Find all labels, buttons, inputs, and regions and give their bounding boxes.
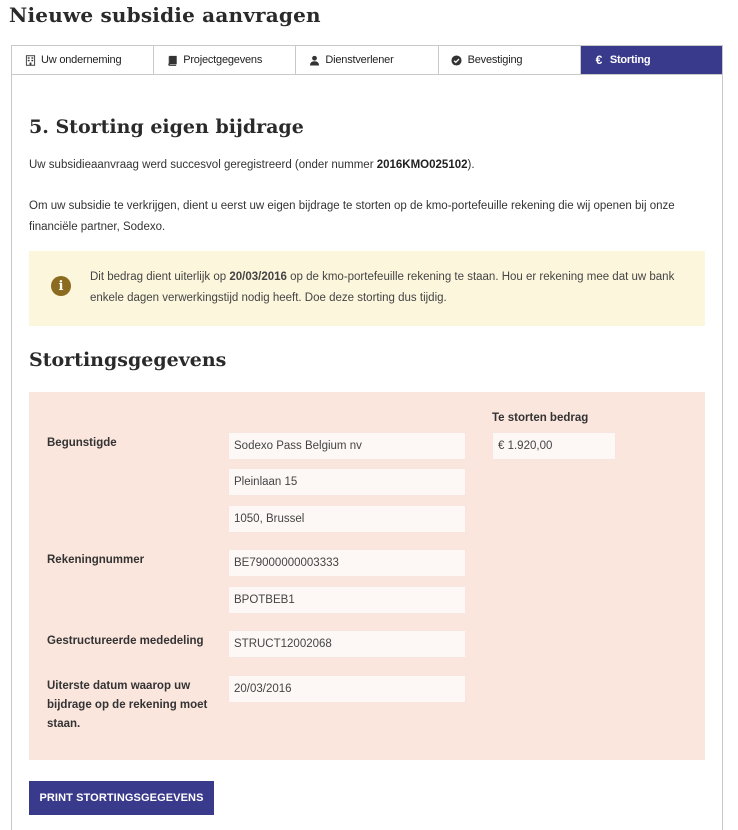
- alert-prefix: Dit bedrag dient uiterlijk op: [90, 271, 230, 283]
- check-circle-icon: [451, 54, 463, 66]
- tab-label: Dienstverlener: [325, 54, 394, 66]
- registration-text: [29, 155, 709, 176]
- reference-field: STRUCT12002068: [228, 630, 466, 658]
- tab-projectgegevens[interactable]: [154, 46, 296, 74]
- beneficiary-name-field: Sodexo Pass Belgium nv: [228, 432, 466, 460]
- print-deposit-button[interactable]: PRINT STORTINGSGEGEVENS: [29, 781, 214, 815]
- book-icon: [166, 54, 178, 66]
- deadline-field: 20/03/2016: [228, 675, 466, 703]
- page-title: Nieuwe subsidie aanvragen: [9, 3, 321, 27]
- tab-bevestiging[interactable]: [439, 46, 581, 74]
- alert-date: 20/03/2016: [229, 271, 287, 283]
- tab-label: Uw onderneming: [41, 54, 122, 66]
- building-icon: [24, 54, 36, 66]
- tab-storting[interactable]: [581, 46, 722, 74]
- registration-prefix: Uw subsidieaanvraag werd succesvol geregistreerd (onder nummer: [29, 159, 377, 171]
- registration-suffix: ).: [467, 159, 475, 171]
- tab-dienstverlener[interactable]: [296, 46, 438, 74]
- amount-field: € 1.920,00: [492, 432, 616, 460]
- wizard-tabs: [11, 45, 723, 75]
- tab-label: Bevestiging: [467, 54, 523, 66]
- section-title: 5. Storting eigen bijdrage: [29, 116, 304, 138]
- registration-number: 2016KMO025102: [376, 159, 468, 171]
- beneficiary-street-field: Pleinlaan 15: [228, 468, 466, 496]
- euro-icon: €: [595, 53, 603, 67]
- deadline-label: Uiterste datum waarop uw bijdrage op de rekening moet staan.: [47, 680, 208, 730]
- account-label: Rekeningnummer: [47, 554, 145, 566]
- alert-suffix: op de kmo-portefeuille rekening te staan. Hou er rekening mee dat uw bank enkele dagen verwerkingstijd nodig heeft. Doe deze storting dus tijdig.: [90, 271, 675, 304]
- reference-label: Gestructureerde mededeling: [47, 635, 204, 647]
- deposit-details: [29, 392, 705, 760]
- beneficiary-city-field: 1050, Brussel: [228, 505, 466, 533]
- user-icon: [308, 54, 320, 66]
- alert-text: [90, 267, 690, 309]
- bic-field: BPOTBEB1: [228, 586, 466, 614]
- amount-label: Te storten bedrag: [492, 412, 589, 424]
- tab-label: Projectgegevens: [183, 54, 263, 66]
- deposit-title: Stortingsgegevens: [29, 349, 227, 371]
- tab-label: Storting: [609, 54, 651, 66]
- beneficiary-label: Begunstigde: [47, 437, 117, 449]
- deadline-alert: [29, 251, 705, 326]
- iban-field: BE79000000003333: [228, 549, 466, 577]
- instruction-text: Om uw subsidie te verkrijgen, dient u eerst uw eigen bijdrage te storten op de kmo-portefeuille rekening die wij openen bij onze financiële partner, Sodexo.: [29, 200, 675, 233]
- info-icon: i: [51, 276, 71, 296]
- tab-onderneming[interactable]: [12, 46, 154, 74]
